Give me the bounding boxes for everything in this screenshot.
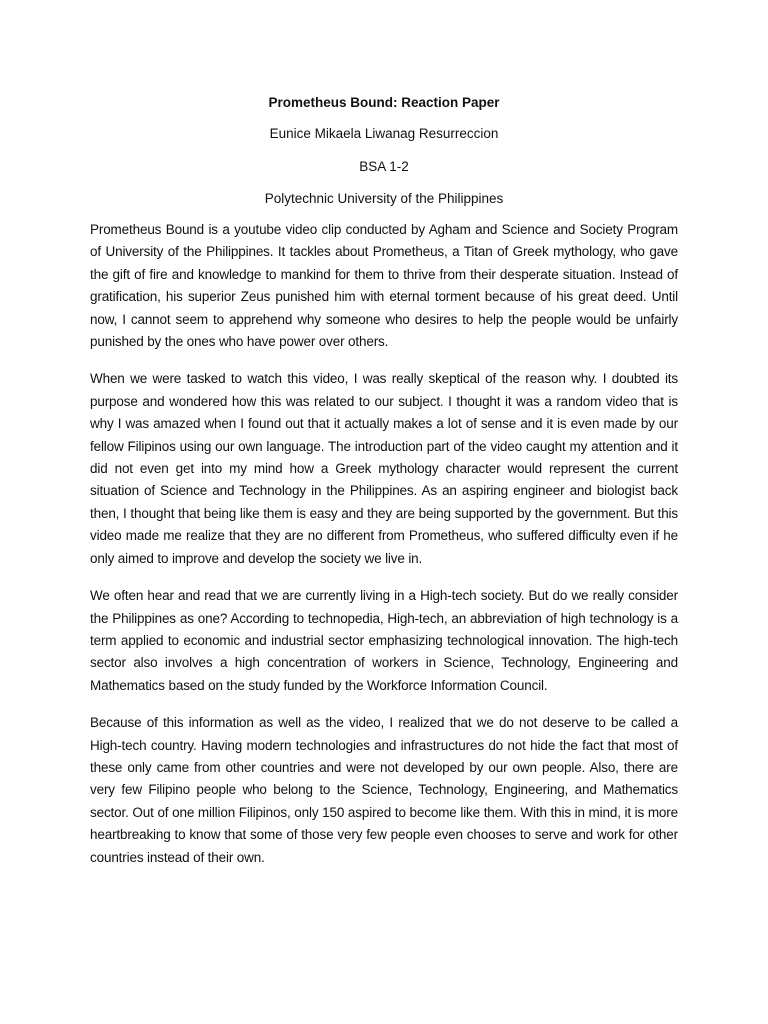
document-title: Prometheus Bound: Reaction Paper [268, 95, 500, 110]
body-text [90, 219, 678, 884]
course-section: BSA 1-2 [359, 159, 409, 174]
paragraph-3: We often hear and read that we are currently living in a High-tech society. But do we really consider the Philippines as one? According to technopedia, High-tech, an abbreviation of high technology is a term applied to economic and industrial sector emphasizing technological innovation. The high-tech sector also involves a high concentration of workers in Science, Technology, Engineering and Mathematics based on the study funded by the Workforce Information Council. [90, 588, 678, 693]
paragraph-1: Prometheus Bound is a youtube video clip conducted by Agham and Science and Society Program of University of the Philippines. It tackles about Prometheus, a Titan of Greek mythology, who gave the gift of fire and knowledge to mankind for them to thrive from their desperate situation. Instead of gratification, his superior Zeus punished him with eternal torment because of his great deed. Until now, I cannot seem to apprehend why someone who desires to help the people would be unfairly punished by the ones who have power over others. [90, 222, 678, 350]
paragraph-2: When we were tasked to watch this video, I was really skeptical of the reason why. I doubted its purpose and wondered how this was related to our subject. I thought it was a random video that is why I was amazed when I found out that it actually makes a lot of sense and it is even made by our fellow Filipinos using our own language. The introduction part of the video caught my attention and it did not even get into my mind how a Greek mythology character would represent the current situation of Science and Technology in the Philippines. As an aspiring engineer and biologist back then, I thought that being like them is easy and they are being supported by the government. But this video made me realize that they are no different from Prometheus, who suffered difficulty even if he only aimed to improve and develop the society we live in. [90, 371, 678, 566]
author-name: Eunice Mikaela Liwanag Resurreccion [269, 126, 499, 141]
paragraph-4: Because of this information as well as the video, I realized that we do not deserve to be called a High-tech country. Having modern technologies and infrastructures do not hide the fact that most of these only came from other countries and were not developed by our own people. Also, there are very few Filipino people who belong to the Science, Technology, Engineering, and Mathematics sector. Out of one million Filipinos, only 150 aspired to become like them. With this in mind, it is more heartbreaking to know that some of those very few people even chooses to serve and work for other countries instead of their own. [90, 715, 678, 865]
school-name: Polytechnic University of the Philippines [264, 191, 504, 206]
